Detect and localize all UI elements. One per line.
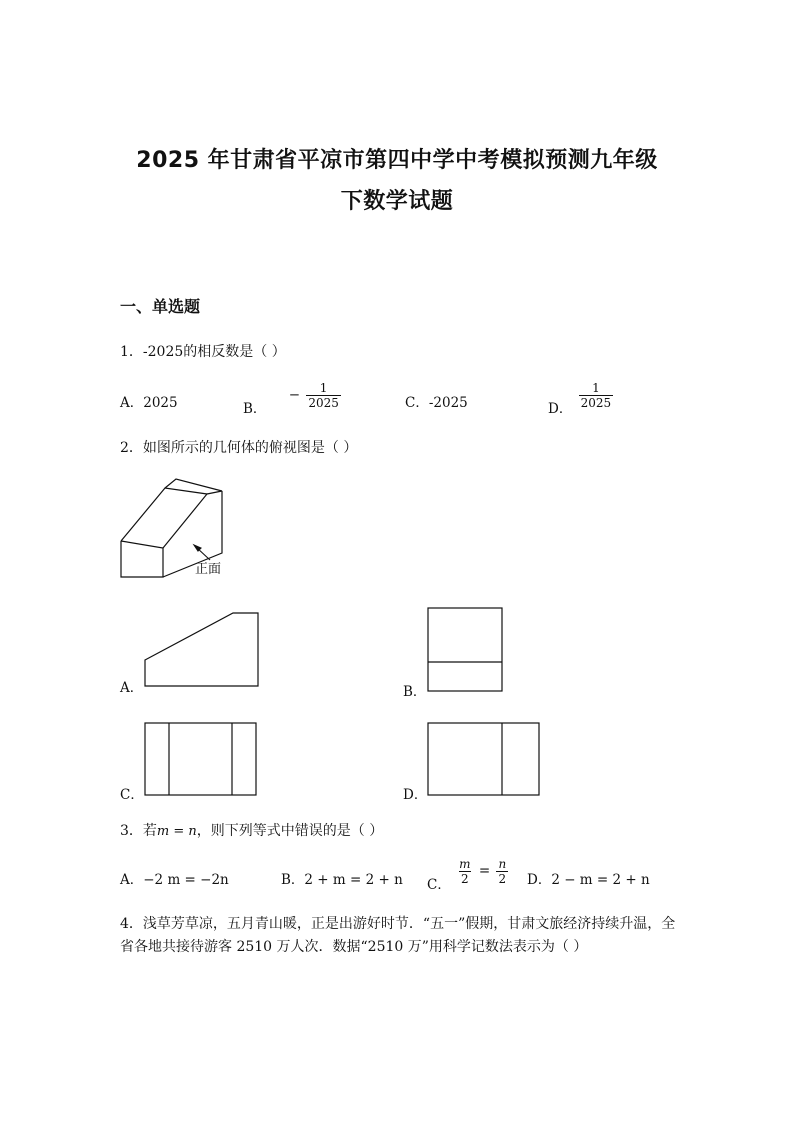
fraction-denominator: 2025 [580, 396, 612, 410]
page-title: 2025 年甘肃省平凉市第四中学中考模拟预测九年级 [136, 148, 658, 173]
q1-option-a[interactable]: A．2025 [120, 395, 178, 411]
q3-stem-suffix: ，则下列等式中错误的是（ ） [196, 823, 384, 839]
fraction-numerator: n [498, 857, 507, 871]
fraction-denominator: 2 [498, 872, 507, 886]
q2-option-d[interactable]: D． [403, 787, 428, 803]
q2-figure-c [145, 723, 256, 795]
q1-option-d-label: D． [548, 401, 573, 417]
q3-option-c-fraction-right [496, 858, 508, 885]
question-2-stem: 2．如图所示的几何体的俯视图是（ ） [120, 440, 358, 456]
q2-option-c[interactable]: C． [120, 787, 144, 803]
q3-option-d[interactable]: D．2 − m = 2 + n [527, 872, 650, 888]
q2-figure-a [145, 613, 258, 686]
q1-option-b-label: B． [243, 401, 267, 417]
fraction-numerator: m [459, 857, 471, 871]
fraction-denominator: 2025 [308, 396, 339, 410]
q3-option-a[interactable]: A．−2 m = −2n [120, 872, 229, 888]
q2-figure-b [428, 608, 502, 691]
q3-option-c-label: C． [427, 877, 451, 893]
front-label: 正面 [195, 562, 222, 577]
q3-option-b[interactable]: B．2 + m = 2 + n [281, 872, 403, 888]
q2-figure-d [428, 723, 539, 795]
q2-option-a[interactable]: A． [120, 680, 144, 696]
fraction-numerator: 1 [319, 381, 328, 395]
q3-stem-prefix: 3．若 [120, 823, 157, 839]
q3-option-c-fraction-left [457, 858, 472, 885]
q1-option-c[interactable]: C．-2025 [405, 395, 468, 411]
question-4-stem: 4．浅草芳草凉，五月青山暖，正是出游好时节．“五一”假期，甘肃文旅经济持续升温，全省各地共接待游客 2510 万人次．数据“2510 万”用科学记数法表示为（ ） [120, 916, 676, 955]
q3-stem-math: m = n [156, 824, 197, 839]
q3-option-c[interactable] [427, 857, 510, 893]
q2-option-b[interactable]: B． [403, 684, 427, 700]
q3-option-c-equals: = [478, 863, 491, 879]
fraction-denominator: 2 [461, 872, 469, 886]
question-3-stem [120, 820, 383, 840]
section-heading: 一、单选题 [120, 297, 201, 316]
fraction-numerator: 1 [592, 381, 600, 395]
q1-option-b-sign: − [288, 387, 301, 403]
page-title-line2: 下数学试题 [340, 189, 454, 214]
question-1-stem: 1．-2025的相反数是（ ） [120, 344, 286, 360]
